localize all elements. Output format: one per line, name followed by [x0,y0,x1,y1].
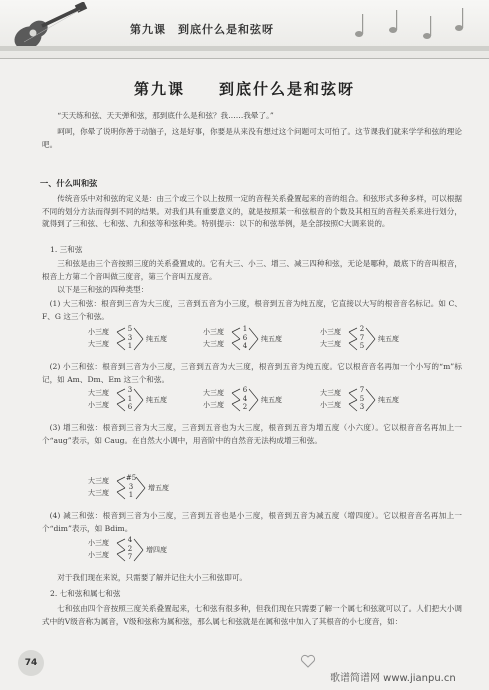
chord-diagram [88,325,208,355]
interval-label-major-third: 大三度 [88,389,109,397]
interval-label-perfect-fifth: 纯五度 [261,396,282,404]
chord-note: #5 [125,474,137,482]
chord-note: 3 [127,333,133,342]
interval-label-major-third: 大三度 [203,340,224,348]
interval-label-major-third: 大三度 [320,389,341,397]
interval-label-minor-third: 小三度 [320,328,341,336]
chord-note: 7 [359,386,365,394]
intro-paragraph: 呵呵，你晕了说明你善于动脑子，这是好事，你要是从来没有想过这个问题可太可怕了。这节课我们就来学学和弦的理论吧。 [42,127,462,149]
chord-note: 6 [127,403,133,411]
page-title: 第九课 到底什么是和弦呀 [133,80,355,98]
chord-note: 4 [242,342,248,350]
chord-note: 2 [242,403,248,411]
chord-note: 6 [242,386,248,394]
augmented-triad-paragraph: (3) 增三和弦：根音到三音为大三度，三音到五音也为大三度，根音到五音为增五度（小六度）。它以根音音名再加上一个“aug”表示，如 Caug。在自然大小调中，用音阶中的自然音无法构成增三和弦。 [42,423,462,445]
chord-note: 1 [127,342,133,350]
triad-summary: 对于我们现在来说，只需要了解并记住大小三和弦即可。 [57,573,248,582]
interval-label-minor-third: 小三度 [88,328,109,336]
banner-stripe [0,46,489,51]
seventh-chord-paragraph: 七和弦由四个音按照三度关系叠置起来，七和弦有很多种，但我们现在只需要了解一个属七和弦就可以了。人们把大小调式中的Ⅴ级音称为属音，Ⅴ级和弦称为属和弦，那么属七和弦就是在属和弦中加入了其根音的小七度音，如： [42,604,462,626]
chord-note: 3 [359,403,365,411]
chord-diagram [203,386,323,416]
major-triad-diagrams [88,325,448,355]
intro-quote: “天天练和弦、天天弹和弦，那到底什么是和弦？我……我晕了。” [57,111,274,120]
chord-diagram [203,325,323,355]
interval-label-perfect-fifth: 纯五度 [146,335,167,343]
chord-note: 2 [127,544,133,553]
minor-triad-paragraph: (2) 小三和弦：根音到三音为小三度，三音到五音为大三度，根音到五音为纯五度。它以根音音名再加一个小写的“m”标记，如 Am、Dm、Em 这三个和弦。 [42,362,462,384]
header-banner [0,0,489,59]
chord-diagram [88,386,208,416]
interval-label-major-third: 大三度 [88,477,109,485]
section-heading-chord: 一、什么叫和弦 [40,178,98,188]
interval-label-perfect-fifth: 纯五度 [378,335,399,343]
interval-label-perfect-fifth: 纯五度 [261,335,282,343]
chord-note: 1 [242,325,248,333]
chord-note: 7 [359,333,365,342]
seventh-chord-heading: 2. 七和弦和属七和弦 [50,589,121,598]
interval-label-minor-third: 小三度 [88,551,109,559]
chord-diagram [320,386,440,416]
interval-label-diminished: 增四度 [146,546,167,554]
interval-label-major-third: 大三度 [320,340,341,348]
chord-note: 5 [359,394,365,403]
chord-diagram [320,325,440,355]
interval-label-major-third: 大三度 [88,489,109,497]
interval-label-minor-third: 小三度 [88,401,109,409]
interval-label-minor-third: 小三度 [88,539,109,547]
interval-label-minor-third: 小三度 [203,401,224,409]
triad-heading: 1. 三和弦 [50,245,83,254]
interval-label-major-third: 大三度 [203,389,224,397]
interval-label-augmented-fifth: 增五度 [148,484,169,492]
chord-note: 1 [127,394,133,403]
interval-label-major-third: 大三度 [88,340,109,348]
chord-note: 4 [127,536,133,544]
chord-note: 1 [128,491,134,499]
triad-paragraph: 三和弦是由三个音按照三度的关系叠置成的。它有大三、小三、增三、减三四种和弦，无论是哪种，最底下的音叫根音，根音上方第二个音叫做三度音，第三个音叫五度音。 [42,259,462,281]
banner-title: 第九课 到底什么是和弦呀 [130,23,274,36]
chord-note: 5 [359,342,365,350]
chord-note: 3 [127,386,133,394]
music-notes-icon [341,4,481,48]
interval-label-minor-third: 小三度 [203,328,224,336]
chord-definition-paragraph: 传统音乐中对和弦的定义是：由三个或三个以上按照一定的音程关系叠置起来的音的组合。和弦形式多种多样，可以根据不同的划分方法而得到不同的结果。对我们具有重要意义的，就是按照某一和弦根音的个数及其相互的音程关系来进行划分，就得到了三和弦、七和弦、九和弦等和弦种类。特别提示：以下的和弦举例，是全部按照C大调来说的。 [42,194,462,228]
chord-note: 7 [127,553,133,561]
chord-note: 3 [128,482,134,491]
minor-triad-diagrams [88,386,448,416]
chord-note: 4 [242,394,248,403]
page-number: 74 [18,650,44,676]
interval-label-minor-third: 小三度 [320,401,341,409]
watermark: 歌谱简谱网 www.jianpu.cn [330,673,456,684]
chord-note: 2 [359,325,365,333]
diminished-triad-paragraph: (4) 减三和弦：根音到三音为小三度，三音到五音也是小三度，根音到五音为减五度（增四度）。它以根音音名再加上一个“dim”表示，如 Bdim。 [42,511,462,533]
triad-types-intro: 以下是三和弦的四种类型： [57,285,149,294]
chord-note: 5 [127,325,133,333]
major-triad-paragraph: (1) 大三和弦：根音到三音为大三度，三音到五音为小三度，根音到五音为纯五度，它直接以大写的根音音名标记。如 C、F、G 这三个和弦。 [42,299,462,321]
heart-icon [300,654,316,668]
interval-label-perfect-fifth: 纯五度 [378,396,399,404]
interval-label-perfect-fifth: 纯五度 [146,396,167,404]
augmented-triad-diagram [88,474,208,504]
diminished-triad-diagram [88,536,208,566]
chord-note: 6 [242,333,248,342]
